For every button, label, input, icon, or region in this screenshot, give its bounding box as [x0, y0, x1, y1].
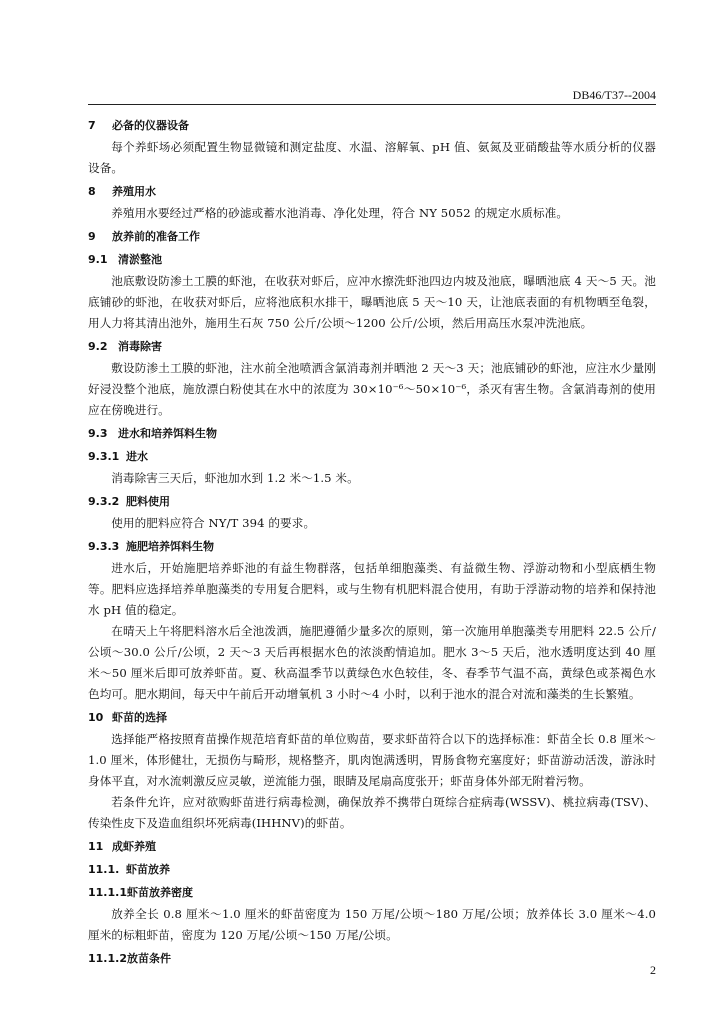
section-number: 11.1.2 [88, 952, 127, 965]
section-heading-9-3-2 [88, 491, 656, 512]
section-number: 7 [88, 119, 96, 132]
section-heading-11-1 [88, 859, 656, 880]
document-body [88, 113, 656, 970]
section-heading-9-3 [88, 423, 656, 444]
section-title: 进水 [126, 450, 148, 463]
section-heading-7 [88, 115, 656, 136]
paragraph-10b: 若条件允许，应对欲购虾苗进行病毒检测，确保放养不携带白斑综合症病毒(WSSV)、桃拉病毒(TSV)、传染性皮下及造血组织坏死病毒(IHHNV)的虾苗。 [88, 795, 656, 830]
paragraph-9-3-3a: 进水后，开始施肥培养虾池的有益生物群落，包括单细胞藻类、有益微生物、浮游动物和小型底栖生物等。肥料应选择培养单胞藻类的专用复合肥料，或与生物有机肥料混合使用，有助于浮游动物的培养和保持池水 pH 值的稳定。 [88, 561, 656, 617]
section-heading-8 [88, 181, 656, 202]
section-number: 10 [88, 711, 104, 724]
paragraph-9-2: 敷设防渗土工膜的虾池，注水前全池喷洒含氯消毒剂并晒池 2 天～3 天；池底铺砂的虾池，应注水少量刚好浸没整个池底，施放漂白粉使其在水中的浓度为 30×10⁻⁶～50×10⁻⁶，杀灭有害生物。含氯消毒剂的使用应在傍晚进行。 [88, 361, 656, 417]
section-heading-11-1-1 [88, 882, 656, 903]
standard-code: DB46/T37--2004 [572, 88, 656, 102]
section-title: 虾苗放养 [126, 863, 170, 876]
header-divider [88, 104, 656, 105]
section-title: 肥料使用 [126, 495, 170, 508]
section-number: 9.3.1 [88, 450, 120, 463]
section-title: 放养前的准备工作 [112, 230, 200, 243]
section-number: 8 [88, 185, 96, 198]
section-heading-9-2 [88, 336, 656, 357]
section-title: 成虾养殖 [112, 840, 156, 853]
section-heading-10 [88, 707, 656, 728]
section-title: 清淤整池 [118, 253, 162, 266]
section-title: 放苗条件 [126, 952, 171, 965]
paragraph-9-3-3b: 在晴天上午将肥料溶水后全池泼洒，施肥遵循少量多次的原则，第一次施用单胞藻类专用肥料 22.5 公斤/公顷～30.0 公斤/公顷，2 天～3 天后再根据水色的浓淡酌情追加。肥水 3～5 天后，池水透明度达到 40 厘米～50 厘米后即可放养虾苗。夏、秋高温季节以黄绿色水色较佳，冬、春季节气温不高，黄绿色或茶褐色水色均可。肥水期间，每天中午前后开动增氧机 3 小时～4 小时，以利于池水的混合对流和藻类的生长繁殖。 [88, 624, 656, 701]
section-number: 11 [88, 840, 104, 853]
section-title: 虾苗的选择 [112, 711, 167, 724]
section-number: 9.3.3 [88, 540, 120, 553]
section-number: 9 [88, 230, 96, 243]
section-title: 虾苗放养密度 [126, 886, 193, 899]
section-heading-11 [88, 836, 656, 857]
section-title: 必备的仪器设备 [112, 119, 189, 132]
page-number: 2 [650, 963, 656, 977]
section-number: 9.1 [88, 253, 108, 266]
section-number: 9.3.2 [88, 495, 120, 508]
paragraph-10a: 选择能严格按照育苗操作规范培育虾苗的单位购苗，要求虾苗符合以下的选择标准：虾苗全长 0.8 厘米～1.0 厘米，体形健壮，无损伤与畸形，规格整齐，肌肉饱满透明，胃肠食物充塞度好；虾苗游动活泼，游泳时身体平直，对水流刺激反应灵敏，逆流能力强，眼睛及尾扇高度张开；虾苗身体外部无附着污物。 [88, 732, 656, 788]
section-number: 11.1. [88, 863, 120, 876]
section-number: 9.2 [88, 340, 108, 353]
paragraph-11-1-1: 放养全长 0.8 厘米～1.0 厘米的虾苗密度为 150 万尾/公顷～180 万尾/公顷；放养体长 3.0 厘米～4.0 厘米的标粗虾苗，密度为 120 万尾/公顷～150 万尾/公顷。 [88, 907, 656, 942]
section-title: 养殖用水 [112, 185, 156, 198]
section-number: 11.1.1 [88, 886, 127, 899]
paragraph-9-1: 池底敷设防渗土工膜的虾池，在收获对虾后，应冲水擦洗虾池四边内坡及池底，曝晒池底 4 天～5 天。池底铺砂的虾池，在收获对虾后，应将池底积水排干，曝晒池底 5 天～10 天，让池底表面的有机物晒至龟裂，用人力将其清出池外，施用生石灰 750 公斤/公顷～1200 公斤/公顷，然后用高压水泵冲洗池底。 [88, 274, 656, 330]
section-heading-11-1-2 [88, 948, 656, 969]
section-heading-9-3-1 [88, 446, 656, 467]
section-number: 9.3 [88, 427, 108, 440]
paragraph-9-3-2: 使用的肥料应符合 NY/T 394 的要求。 [111, 516, 316, 530]
section-title: 进水和培养饵料生物 [118, 427, 217, 440]
paragraph-8: 养殖用水要经过严格的砂滤或蓄水池消毒、净化处理，符合 NY 5052 的规定水质标准。 [111, 206, 569, 220]
paragraph-9-3-1: 消毒除害三天后，虾池加水到 1.2 米～1.5 米。 [111, 471, 359, 485]
section-heading-9-3-3 [88, 536, 656, 557]
section-title: 施肥培养饵料生物 [126, 540, 214, 553]
section-heading-9-1 [88, 249, 656, 270]
section-heading-9 [88, 226, 656, 247]
paragraph-7: 每个养虾场必须配置生物显微镜和测定盐度、水温、溶解氧、pH 值、氨氮及亚硝酸盐等水质分析的仪器设备。 [88, 140, 656, 175]
section-title: 消毒除害 [118, 340, 162, 353]
